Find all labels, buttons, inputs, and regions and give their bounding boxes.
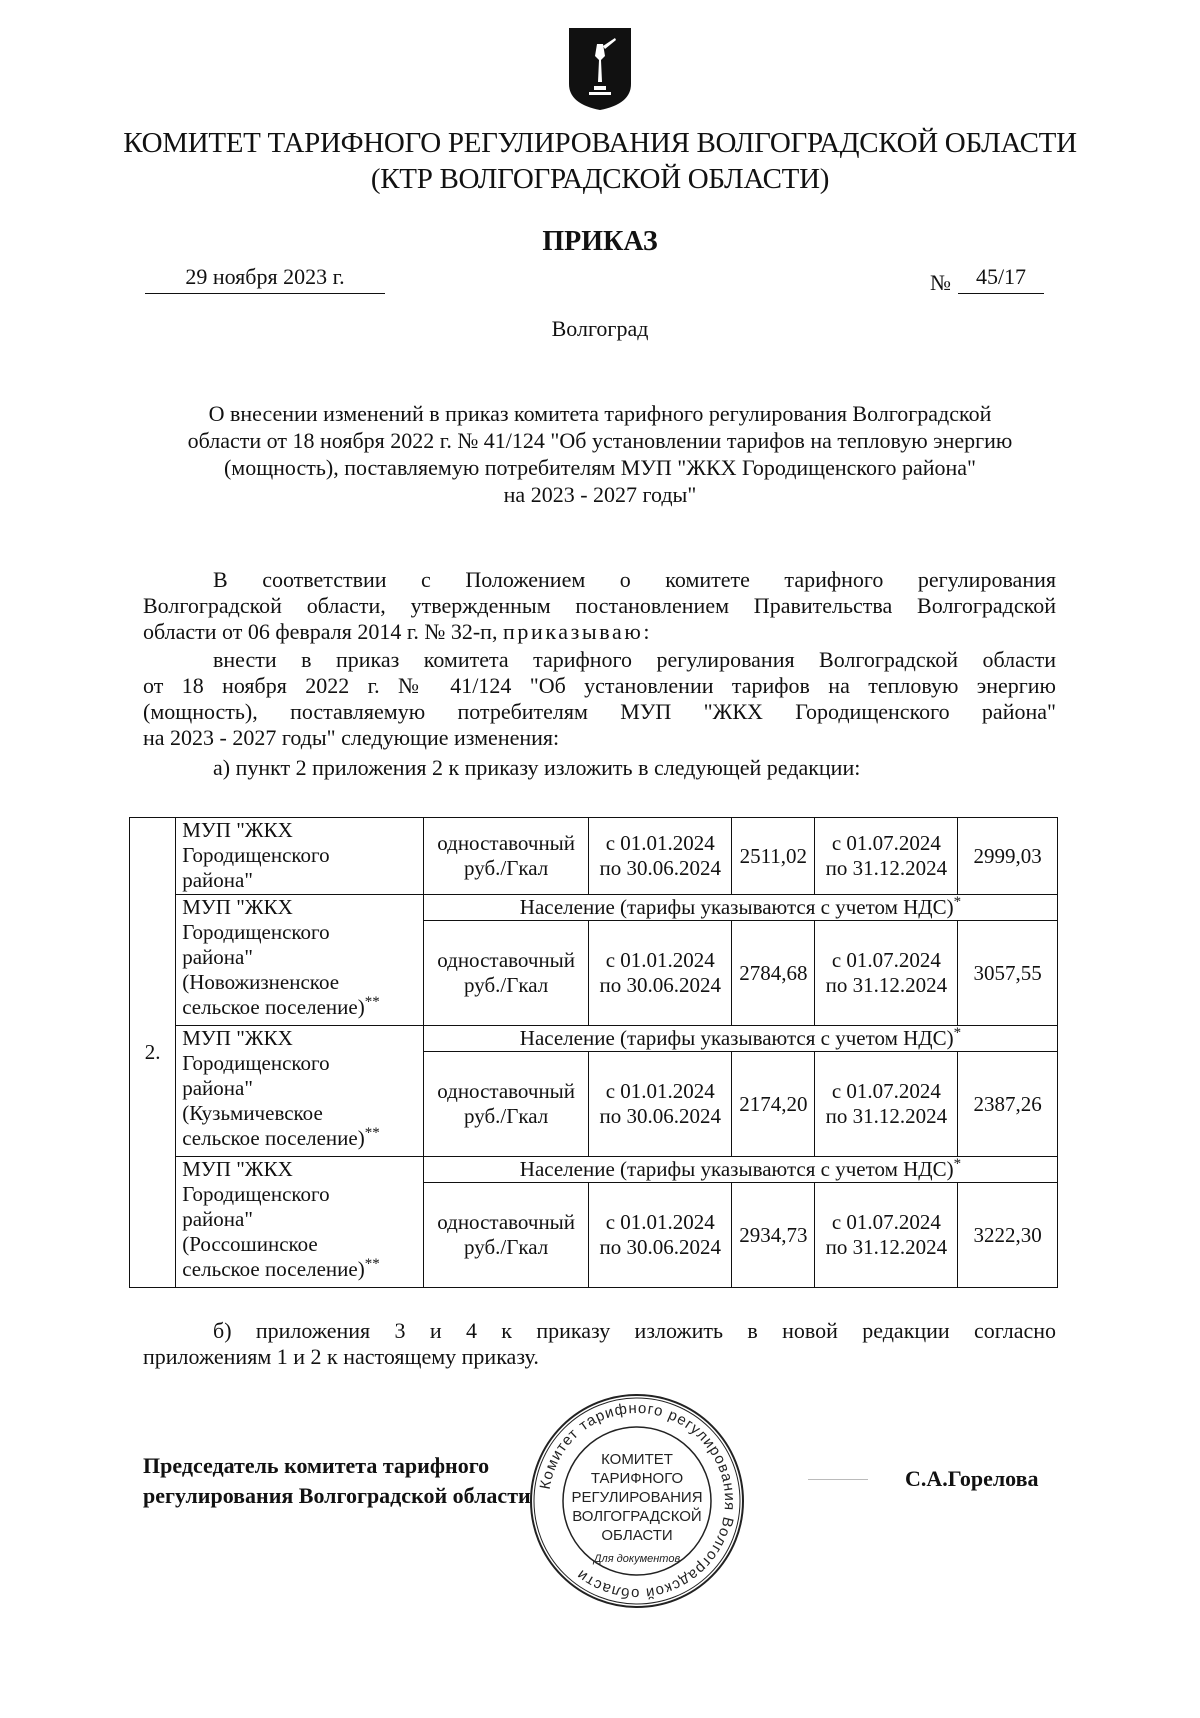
table-row bbox=[130, 1026, 1058, 1052]
body-line bbox=[143, 619, 1056, 645]
document-type-title: ПРИКАЗ bbox=[542, 226, 658, 257]
tariff-type-cell: одноставочный руб./Гкал bbox=[423, 1183, 588, 1288]
committee-abbreviation: (КТР ВОЛГОГРАДСКОЙ ОБЛАСТИ) bbox=[370, 163, 830, 195]
tariff-value: 2387,26 bbox=[958, 1052, 1058, 1157]
tariff-value: 2999,03 bbox=[958, 818, 1058, 895]
tariff-value: 2784,68 bbox=[732, 921, 815, 1026]
population-header: Население (тарифы указываются с учетом НДС)* bbox=[423, 1157, 1057, 1183]
period-cell: с 01.07.2024 по 31.12.2024 bbox=[815, 921, 958, 1026]
body-line: а) пункт 2 приложения 2 к приказу изложить в следующей редакции: bbox=[213, 755, 861, 780]
item-number: 2. bbox=[130, 818, 176, 1288]
tariff-value: 3057,55 bbox=[958, 921, 1058, 1026]
tariff-type-cell: одноставочный руб./Гкал bbox=[423, 1052, 588, 1157]
body-line: приложениям 1 и 2 к настоящему приказу. bbox=[143, 1344, 539, 1369]
committee-name: КОМИТЕТ ТАРИФНОГО РЕГУЛИРОВАНИЯ ВОЛГОГРАДСКОЙ ОБЛАСТИ bbox=[123, 127, 1077, 159]
subject-line: области от 18 ноября 2022 г. № 41/124 "Об установлении тарифов на тепловую энергию bbox=[187, 428, 1013, 453]
table-row bbox=[130, 1157, 1058, 1183]
period-cell: с 01.07.2024 по 31.12.2024 bbox=[815, 818, 958, 895]
tariff-value: 2174,20 bbox=[732, 1052, 815, 1157]
period-cell: с 01.07.2024 по 31.12.2024 bbox=[815, 1183, 958, 1288]
subject-line: О внесении изменений в приказ комитета тарифного регулирования Волгоградской bbox=[208, 401, 992, 426]
organization-cell: МУП "ЖКХ Городищенского района" bbox=[176, 818, 424, 895]
period-cell: с 01.07.2024 по 31.12.2024 bbox=[815, 1052, 958, 1157]
svg-text:РЕГУЛИРОВАНИЯ: РЕГУЛИРОВАНИЯ bbox=[571, 1489, 703, 1506]
signatory-title: Председатель комитета тарифного регулирования Волгоградской области bbox=[143, 1453, 531, 1508]
svg-text:ВОЛГОГРАДСКОЙ: ВОЛГОГРАДСКОЙ bbox=[572, 1508, 702, 1525]
body-line: (мощность), поставляемую потребителям МУП "ЖКХ Городищенского района" bbox=[143, 699, 1056, 724]
body-line: на 2023 - 2027 годы" следующие изменения: bbox=[143, 725, 560, 750]
svg-text:Комитет тарифного регулировани: Комитет тарифного регулирования Волгоградской области bbox=[536, 1399, 739, 1603]
tariff-type-cell: одноставочный руб./Гкал bbox=[423, 921, 588, 1026]
population-header: Население (тарифы указываются с учетом НДС)* bbox=[423, 1026, 1057, 1052]
order-verb: приказываю: bbox=[502, 619, 653, 644]
body-line: от 18 ноября 2022 г. № 41/124 "Об установлении тарифов на тепловую энергию bbox=[143, 673, 1056, 698]
number-sign: № bbox=[930, 270, 951, 295]
order-number: 45/17 bbox=[958, 264, 1044, 294]
table-row bbox=[130, 818, 1058, 895]
organization-cell: МУП "ЖКХ Городищенского района" (Новожизненское сельское поселение)** bbox=[176, 895, 424, 1026]
period-cell: с 01.01.2024 по 30.06.2024 bbox=[589, 1052, 732, 1157]
svg-text:КОМИТЕТ: КОМИТЕТ bbox=[601, 1451, 673, 1468]
period-cell: с 01.01.2024 по 30.06.2024 bbox=[589, 921, 732, 1026]
tariff-value: 2934,73 bbox=[732, 1183, 815, 1288]
table-row bbox=[130, 895, 1058, 921]
body-text: области от 06 февраля 2014 г. № 32-п, bbox=[143, 619, 498, 644]
tariff-table bbox=[129, 817, 1058, 1288]
signature-line bbox=[808, 1479, 868, 1480]
svg-text:ТАРИФНОГО: ТАРИФНОГО bbox=[590, 1470, 684, 1487]
period-cell: с 01.01.2024 по 30.06.2024 bbox=[589, 1183, 732, 1288]
official-stamp bbox=[528, 1392, 746, 1610]
signatory-name: С.А.Горелова bbox=[905, 1466, 1039, 1491]
body-line: Волгоградской области, утвержденным постановлением Правительства Волгоградской bbox=[143, 593, 1056, 618]
period-cell: с 01.01.2024 по 30.06.2024 bbox=[589, 818, 732, 895]
issue-city: Волгоград bbox=[551, 316, 649, 341]
organization-cell: МУП "ЖКХ Городищенского района" (Кузьмичевское сельское поселение)** bbox=[176, 1026, 424, 1157]
svg-text:Для документов: Для документов bbox=[593, 1553, 681, 1565]
body-line: б) приложения 3 и 4 к приказу изложить в новой редакции согласно bbox=[213, 1318, 1056, 1343]
tariff-type-cell: одноставочный руб./Гкал bbox=[423, 818, 588, 895]
organization-cell: МУП "ЖКХ Городищенского района" (Россошинское сельское поселение)** bbox=[176, 1157, 424, 1288]
subject-line: (мощность), поставляемую потребителям МУП "ЖКХ Городищенского района" bbox=[223, 455, 977, 480]
population-header: Население (тарифы указываются с учетом НДС)* bbox=[423, 895, 1057, 921]
tariff-value: 2511,02 bbox=[732, 818, 815, 895]
body-line: внести в приказ комитета тарифного регулирования Волгоградской области bbox=[213, 647, 1056, 672]
subject-line: на 2023 - 2027 годы" bbox=[503, 482, 697, 507]
svg-text:ОБЛАСТИ: ОБЛАСТИ bbox=[601, 1527, 673, 1544]
tariff-value: 3222,30 bbox=[958, 1183, 1058, 1288]
order-date: 29 ноября 2023 г. bbox=[145, 264, 385, 294]
volgograd-coat-of-arms-icon bbox=[567, 26, 633, 112]
body-line: В соответствии с Положением о комитете тарифного регулирования bbox=[213, 567, 1056, 592]
